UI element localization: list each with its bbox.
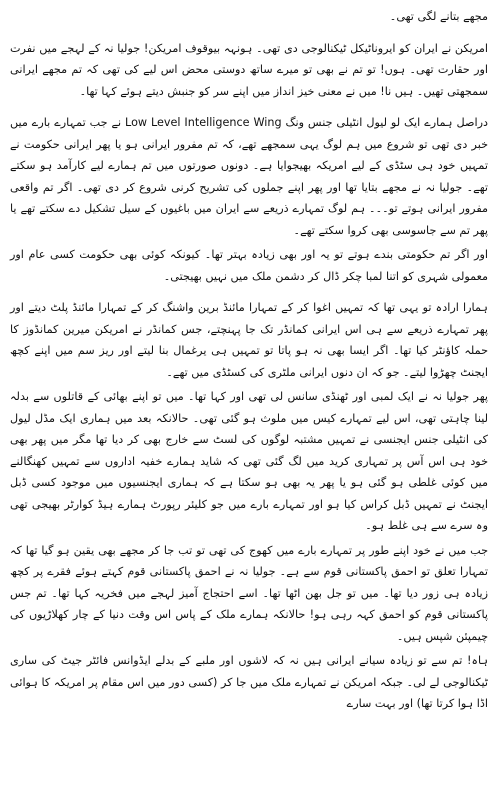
paragraph-3: دراصل ہمارے ایک لو لیول انٹیلی جنس ونگ Low Level Intelligence Wing نے جب تمہارے بارے میں خبر دی تھی تو شروع میں ہم لوگ یہی سمجھے تھے، کہ تم مفرور ایرانی ہو یا پھر ایرانی حکومت نے تمہیں خود ہی سٹڈی کے لیے امریکہ بھیجوایا ہے۔ دونوں صورتوں میں تم ہمارے لیے کارآمد ہو سکتے تھے۔ جولیا نہ نے مجھے بتایا تھا اور پھر اپنے جملوں کی تشریح کرنی شروع کر دی تھی۔ اگر تم واقعی مفرور ایرانی ہوتے تو۔۔۔ ہم لوگ تمہارے ذریعے سے ایران میں باغیوں کے سیل تشکیل دے سکتے تھے یا پھر تم سے جاسوسی بھی کروا سکتے تھے۔ — [10, 116, 488, 237]
paragraph-7: جب میں نے خود اپنے طور پر تمہارے بارے میں کھوج کی تھی تو تب جا کر مجھے بھی یقین ہو گیا تھا کہ تمہارا تعلق تو احمق پاکستانی قوم سے ہے۔ جولیا نہ نے احمق پاکستانی قوم کہتے ہوئے فقرے پر کچھ زیادہ ہی زور دیا تھا۔ میں تو جل بھن اٹھا تھا۔ اسے احتجاج آمیز لہجے میں فخریہ کہا تھا۔ تم جس پاکستانی قوم کو احمق کہہ رہی ہو! حالانکہ ہمارے ملک کے پاس اس وقت دنیا کے چار کھلاڑیوں کی چیمپئن شپس ہیں۔ — [10, 543, 488, 643]
paragraph-gap — [10, 31, 488, 38]
paragraph-2: امریکن نے ایران کو ایروناٹیکل ٹیکنالوجی دی تھی۔ ہونہہ بیوقوف امریکن! جولیا نہ کے لہجے میں نفرت اور حقارت تھی۔ ہوں! تو تم نے بھی تو میرے ساتھ دوستی محض اس لیے کی تھی کہ تم مجھے ایرانی سمجھتی تھیں۔ ہیں نا! میں نے معنی خیز انداز میں اپنے سر کو جنبش دیتے ہوئے کہا تھا۔ — [10, 41, 488, 98]
paragraph-4: اور اگر تم حکومتی بندے ہوتے تو یہ اور بھی زیادہ بہتر تھا۔ کیونکہ کوئی بھی حکومت کسی عام اور معمولی شہری کو اتنا لمبا چکر ڈال کر دشمن ملک میں نہیں بھیجتی۔ — [10, 248, 488, 283]
paragraph-6: پھر جولیا نہ نے ایک لمبی اور ٹھنڈی سانس لی تھی اور کہا تھا۔ میں تو اپنے بھائی کے قاتلوں سے بدلہ لینا چاہتی تھی، اس لیے تمہارے کیس میں ملوث ہو گئی تھی۔ حالانکہ بعد میں ہماری ایک مڈل لیول کی انٹیلی جنس ایجنسی نے تمہیں مشتبہ لوگوں کی لسٹ سے خارج بھی کر دیا تھا مگر میں پھر بھی خود ہی اس آس پر تمہاری کرید میں لگ گئی تھی کہ شاید ہمارے خفیہ اداروں سے تمہیں کھنگالنے میں کوئی غلطی ہو گئی ہو یا پھر یہ بھی ہو سکتا ہے کہ ہماری ایجنسیوں میں موجود کسی ڈبل ایجنٹ نے تمہیں ڈبل کراس کیا ہو اور تمہارے بارے میں جو کلیئر رپورٹ ہمارے ہیڈ کوارٹر بھیجی تھی وہ سرے سے ہی غلط ہو۔ — [10, 390, 488, 532]
paragraph-8: ہاہ! تم سے تو زیادہ سیانے ایرانی ہیں نہ کہ لاشوں اور ملبے کے بدلے ایڈوانس فائٹر جیٹ کی ساری ٹیکنالوجی لے لی۔ جبکہ امریکن نے تمہارے ملک میں جا کر (کسی دور میں اس مقام پر امریکہ کا ہوائی اڈا ہوا کرتا تھا) اور بہت سارے — [10, 654, 488, 710]
paragraph-1: مجھے بتانے لگی تھی۔ — [389, 10, 488, 23]
paragraph-gap — [10, 105, 488, 112]
paragraph-5: ہمارا ارادہ تو یہی تھا کہ تمہیں اغوا کر کے تمہارا مائنڈ برین واشنگ کر کے تمہارا مائنڈ پلٹ دیتے اور پھر تمہارے ذریعے سے ہی اس ایرانی کمانڈر تک جا پہنچتے، جس کمانڈر نے امریکن میرین کمانڈوز کا حملہ کاؤنٹر کیا تھا۔ اگر ایسا بھی نہ ہو پاتا تو تمہیں ہی یرغمال بنا لیتے اور ریز سم میں اپنے کچھ ایجنٹ چھڑوا لیتے۔ جو کہ ان دنوں ایرانی ملٹری کی کسٹڈی میں تھے۔ — [10, 301, 488, 379]
paragraph-gap — [10, 290, 488, 297]
